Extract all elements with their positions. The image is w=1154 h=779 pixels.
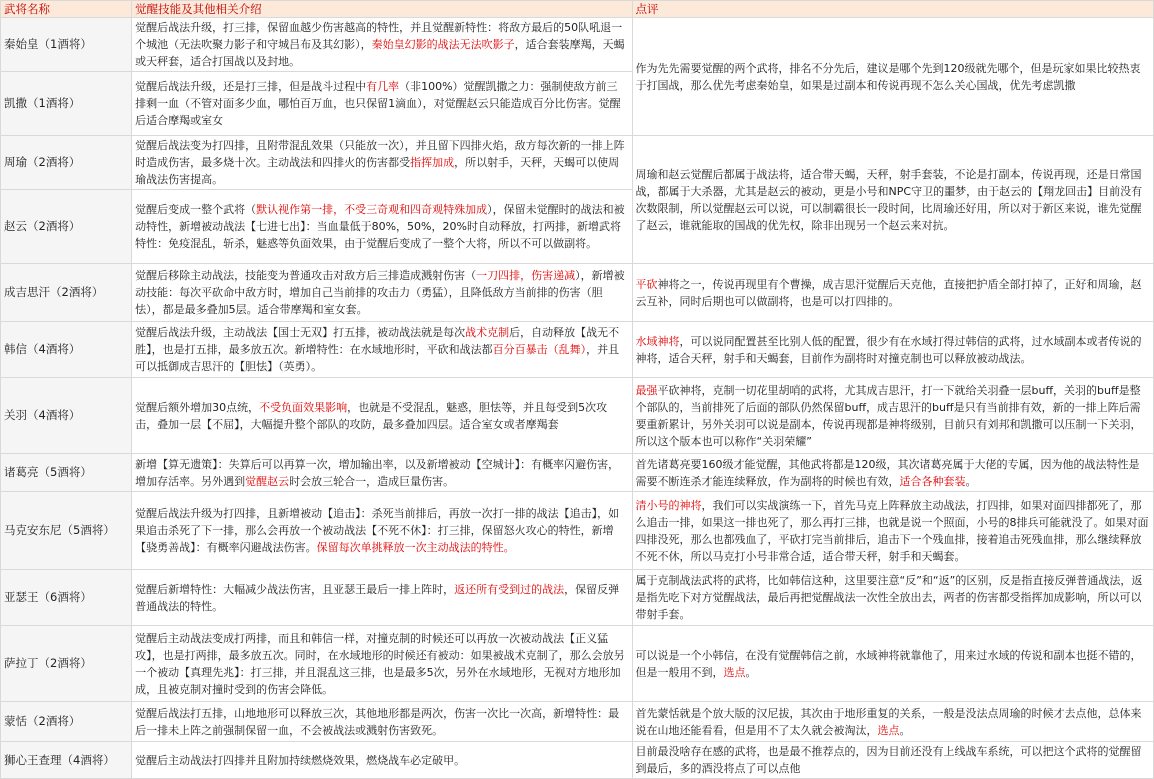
highlight-text: 百分百暴击（乱舞） <box>492 343 587 356</box>
hero-name: 亚瑟王（6酒将） <box>1 570 132 626</box>
header-comment: 点评 <box>632 1 1153 18</box>
skill-cell <box>132 492 632 570</box>
cell-text: 觉醒后战法变为打四排，且附带混乱效果（只能放一次），并且留下四排火焰，敌方每次新的一排上阵时造成伤害，最多烧十次。主动战法和四排火的伤害都受 <box>135 139 625 169</box>
table-row <box>1 702 1154 742</box>
cell-text: 觉醒后移除主动战法，技能变为普通攻击对敌方后三排造成溅射伤害（ <box>135 269 477 282</box>
skill-cell <box>132 626 632 702</box>
highlight-text: 不受负面效果影响 <box>259 400 348 414</box>
hero-name: 马克安东尼（5酒将） <box>1 492 132 570</box>
cell-text: ），保留未觉醒时的战法和被动特性，新增被动战法【七进七出】：当血量低于80%，50%，20%时自动释放，打两排，新增武将特性：免疫混乱，斩杀，魅惑等负面效果，由于觉醒后变成了一整个大将，所以不可以做副将。 <box>135 203 625 250</box>
cell-text: 。 <box>745 665 757 679</box>
comment-cell <box>632 702 1153 742</box>
cell-text: 觉醒后战法升级，还是打三排，但是战斗过程中 <box>135 80 367 93</box>
highlight-text: 水域神将 <box>635 334 680 348</box>
cell-text: 神将之一，传说再现里有个曹操，成吉思汗觉醒后天克他，直接把护盾全部打掉了，正好和周瑜，赵云互补，同时后期也可以做副将，也是可以打四排的。 <box>635 277 1142 308</box>
cell-text: 首先诸葛亮要160级才能觉醒，其他武将都是120级，其次诸葛亮属于大佬的专属，因为他的战法特性是需要不断连杀才能连续释放，作为副将的时候也有效， <box>635 457 1140 488</box>
highlight-text: 选点 <box>723 665 746 679</box>
highlight-text: 觉醒赵云 <box>245 474 290 488</box>
cell-text: 作为先先需要觉醒的两个武将，排名不分先后，建议是哪个先到120级就先哪个，但是玩家如果比较热衷于打国战，那么优先考虑秦始皇，如果是过副本和传说再现不怎么关心国战，优先考虑凯撒 <box>635 61 1141 92</box>
table-row <box>1 264 1154 322</box>
highlight-text: 一刀四排，伤害递减 <box>476 269 576 282</box>
cell-text: 觉醒后战法升级为打四排，且新增被动【追击】：杀死当前排后，再放一次打一排的战法【追击】，如果追击杀死了下一排，那么会再放一个被动战法【不死不休】：打三排，保留怒火攻心的特性，新增【骁勇善战】：有概率闪避战法伤害。 <box>135 507 620 554</box>
hero-name: 秦始皇（1酒将） <box>1 18 132 72</box>
cell-text: 觉醒后战法打五排，山地地形可以释放三次，其他地形都是两次，伤害一次比一次高，新增特性：最后一排未上阵之前强制保留一血，不会被战法或溅射伤害致死。 <box>135 706 620 737</box>
cell-text: 觉醒后变成一整个武将（ <box>135 203 257 216</box>
highlight-text: 指挥加成 <box>410 156 455 169</box>
comment-cell <box>632 454 1153 492</box>
cell-text: ，可以说同配置甚至比别人低的配置，很少有在水域打得过韩信的武将，过水域副本或者传说的神将，适合天秤，射手和天蝎套，目前作为副将时对撞克制也可以释放被动战法。 <box>635 334 1142 365</box>
cell-text: ），新增被动技能：每次平砍命中敌方时，增加自己当前排的攻击力（勇猛），且降低敌方当前排的伤害（胆怯），都是最多叠加5层。适合带摩羯和室女套。 <box>135 269 625 316</box>
cell-text: ，保留反弹普通战法的特性。 <box>135 582 620 613</box>
header-skill: 觉醒技能及其他相关介绍 <box>132 1 632 18</box>
table-row <box>1 18 1154 72</box>
table-row <box>1 322 1154 378</box>
comment-cell <box>632 136 1153 264</box>
hero-name: 蒙恬（2酒将） <box>1 702 132 742</box>
cell-text: 觉醒后主动战法打四排并且附加持续燃烧效果，燃烧战车必定破甲。 <box>135 753 466 767</box>
cell-text: ，适合套装摩羯，天蝎或天秤套，适合打国战以及封地。 <box>135 38 625 68</box>
cell-text: （非100%）觉醒凯撒之力：强制使敌方前三排剩一血（不管对面多少血，哪怕百万血，也只保留1滴血），对觉醒赵云只能造成百分比伤害。觉醒后适合摩羯或室女 <box>135 80 621 127</box>
cell-text: 新增【算无遗策】：失算后可以再算一次，增加输出率，以及新增被动【空城计】：有概率闪避伤害，增加存活率。另外遇到 <box>135 457 620 488</box>
comment-cell <box>632 492 1153 570</box>
highlight-text: 清小号的神将 <box>635 498 702 512</box>
table-row <box>1 742 1154 779</box>
skill-cell <box>132 136 632 190</box>
cell-text: ，所以射手，天秤，天蝎可以使周瑜战法伤害提高。 <box>135 156 620 186</box>
highlight-text: 平砍 <box>635 277 658 291</box>
hero-name: 诸葛亮（5酒将） <box>1 454 132 492</box>
table-row <box>1 378 1154 454</box>
table-row <box>1 136 1154 190</box>
comment-cell <box>632 264 1153 322</box>
table-row <box>1 570 1154 626</box>
skill-cell <box>132 322 632 378</box>
table-header-row <box>1 1 1154 18</box>
cell-text: 周瑜和赵云觉醒后都属于战法将，适合带天蝎，天秤，射手套装，不论是打副本，传说再现，还是日常国战，都属于大杀器，尤其是赵云的被动，更是小号和NPC守卫的噩梦，由于赵云的【翔龙回击】目前没有次数限制，所以觉醒赵云可以说，可以制霸很长一段时间，比周瑜还好用，所以对于新区来说，谁先觉醒了赵云，谁就能取的国战的优先权，除非出现另一个赵云来对抗。 <box>635 167 1143 232</box>
cell-text: 平砍神将，克制一切花里胡哨的武将，尤其成吉思汗，打一下就给关羽叠一层buff，关羽的buff是整个部队的，当前排死了后面的部队仍然保留buff，成吉思汗的buff是只有当前排有效，新的一排上阵后需要重新累计，另外关羽可以说是副本，传说再现都是神将级别，目前只有刘邦和凯撒可以压制一下关羽，所以这个版本也可以称作“关羽荣耀” <box>635 383 1142 448</box>
header-name: 武将名称 <box>1 1 132 18</box>
comment-cell <box>632 626 1153 702</box>
cell-text: 目前最没啥存在感的武将，也是最不推荐点的，因为目前还没有上线战车系统，可以把这个武将的觉醒留到最后，多的酒没将点了可以点他 <box>635 745 1142 775</box>
cell-text: 。 <box>899 723 911 737</box>
cell-text: 时会放三轮合一，造成巨量伤害。 <box>289 474 455 488</box>
cell-text: 觉醒后主动战法变成打两排，而且和韩信一样，对撞克制的时候还可以再放一次被动战法【正义猛攻】，也是打两排，最多放五次。同时，在水域地形的时候还有被动：如果被战术克制了，那么会放另一个被动【真理先兆】：打三排，并且混乱这三排，也是最多5次，另外在水域地形，无视对方地形加成，且被克制对撞时受到的伤害会降低。 <box>135 631 625 696</box>
highlight-text: 有几率 <box>366 80 400 93</box>
cell-text: 觉醒后战法升级，打三排，保留血越少伤害越高的特性，并且觉醒新特性：将敌方最后的50队吼退一个城池（无法吹聚力影子和守城吕布及其幻影）， <box>135 21 623 51</box>
highlight-text: 保留每次单挑释放一次主动战法的特性。 <box>316 541 515 554</box>
comment-cell <box>632 570 1153 626</box>
table-row <box>1 454 1154 492</box>
hero-name: 韩信（4酒将） <box>1 322 132 378</box>
hero-name: 关羽（4酒将） <box>1 378 132 454</box>
skill-cell <box>132 570 632 626</box>
cell-text: ，我们可以实战演练一下，首先马克上阵释放主动战法，打四排，如果对面四排都死了，那么追击一排，如果这一排也死了，那么再打三排，也就是说一个照面，小号的8排兵可能就没了。如果对面四排没死，那么也都残血了，平砍打完当前排后，追击下一个残血排，接着追击死残血排，那么继续释放不死不休，所以马克打小号非常合适，适合带天秤，射手和天蝎套。 <box>635 498 1149 563</box>
cell-text: ，并且可以抵御成吉思汗的【胆怯】（英勇）。 <box>135 343 620 373</box>
skill-cell <box>132 378 632 454</box>
hero-name: 萨拉丁（2酒将） <box>1 626 132 702</box>
skill-cell <box>132 190 632 264</box>
hero-name: 凯撒（1酒将） <box>1 72 132 136</box>
skill-cell <box>132 18 632 72</box>
highlight-text: 返还所有受到过的战法 <box>454 582 565 596</box>
table-row <box>1 626 1154 702</box>
hero-name: 周瑜（2酒将） <box>1 136 132 190</box>
cell-text: 觉醒后额外增加30点统， <box>135 400 260 414</box>
cell-text: 。 <box>965 474 977 488</box>
skill-cell <box>132 72 632 136</box>
comment-cell <box>632 18 1153 136</box>
comment-cell <box>632 322 1153 378</box>
cell-text: 属于克制战法武将的武将，比如韩信这种，这里要注意“反”和“返”的区别，反是指直接反弹普通战法，返是指先吃下对方觉醒战法，最后再把觉醒战法一次性全放出去，两者的伤害都受指挥加成影响，所以可以带射手套。 <box>635 574 1143 621</box>
comment-cell <box>632 378 1153 454</box>
highlight-text: 最强 <box>635 383 658 397</box>
cell-text: 觉醒后新增特性：大幅减少战法伤害，且亚瑟王最后一排上阵时， <box>135 582 455 596</box>
cell-text: 觉醒后战法升级，主动战法【国士无双】打五排，被动战法就是每次 <box>135 326 466 339</box>
cell-text: 首先蒙恬就是个放大版的汉尼拔，其次由于地形重复的关系，一般是没法点周瑜的时候才去点他，总体来说在山地还能看看，但是用不了太久就会被淘汰， <box>635 706 1142 737</box>
hero-name: 狮心王查理（4酒将） <box>1 742 132 779</box>
comment-cell <box>632 742 1153 779</box>
cell-text: ，也就是不受混乱，魅惑，胆怯等，并且每受到5次攻击，叠加一层【不屈】，大幅提升整个部队的攻防，最多叠加四层。适合室女或者摩羯套 <box>135 400 608 431</box>
highlight-text: 适合各种套装 <box>899 474 966 488</box>
cell-text: 后，自动释放【战无不胜】，也是打五排，最多放五次。新增特性：在水域地形时，平砍和战法都 <box>135 326 620 356</box>
highlight-text: 选点 <box>877 723 900 737</box>
hero-name: 成吉思汗（2酒将） <box>1 264 132 322</box>
skill-cell <box>132 454 632 492</box>
table-row <box>1 492 1154 570</box>
hero-name: 赵云（2酒将） <box>1 190 132 264</box>
highlight-text: 默认视作第一排，不受三奇观和四奇观特殊加成 <box>256 203 488 216</box>
highlight-text: 秦始皇幻影的战法无法吹影子 <box>371 38 515 51</box>
skill-cell <box>132 702 632 742</box>
highlight-text: 战术克制 <box>465 326 510 339</box>
skill-cell <box>132 742 632 779</box>
skill-cell <box>132 264 632 322</box>
cell-text: 可以说是一个小韩信，在没有觉醒韩信之前，水域神将就靠他了，用来过水域的传说和副本也挺不错的，但是一般用不到， <box>635 648 1142 679</box>
